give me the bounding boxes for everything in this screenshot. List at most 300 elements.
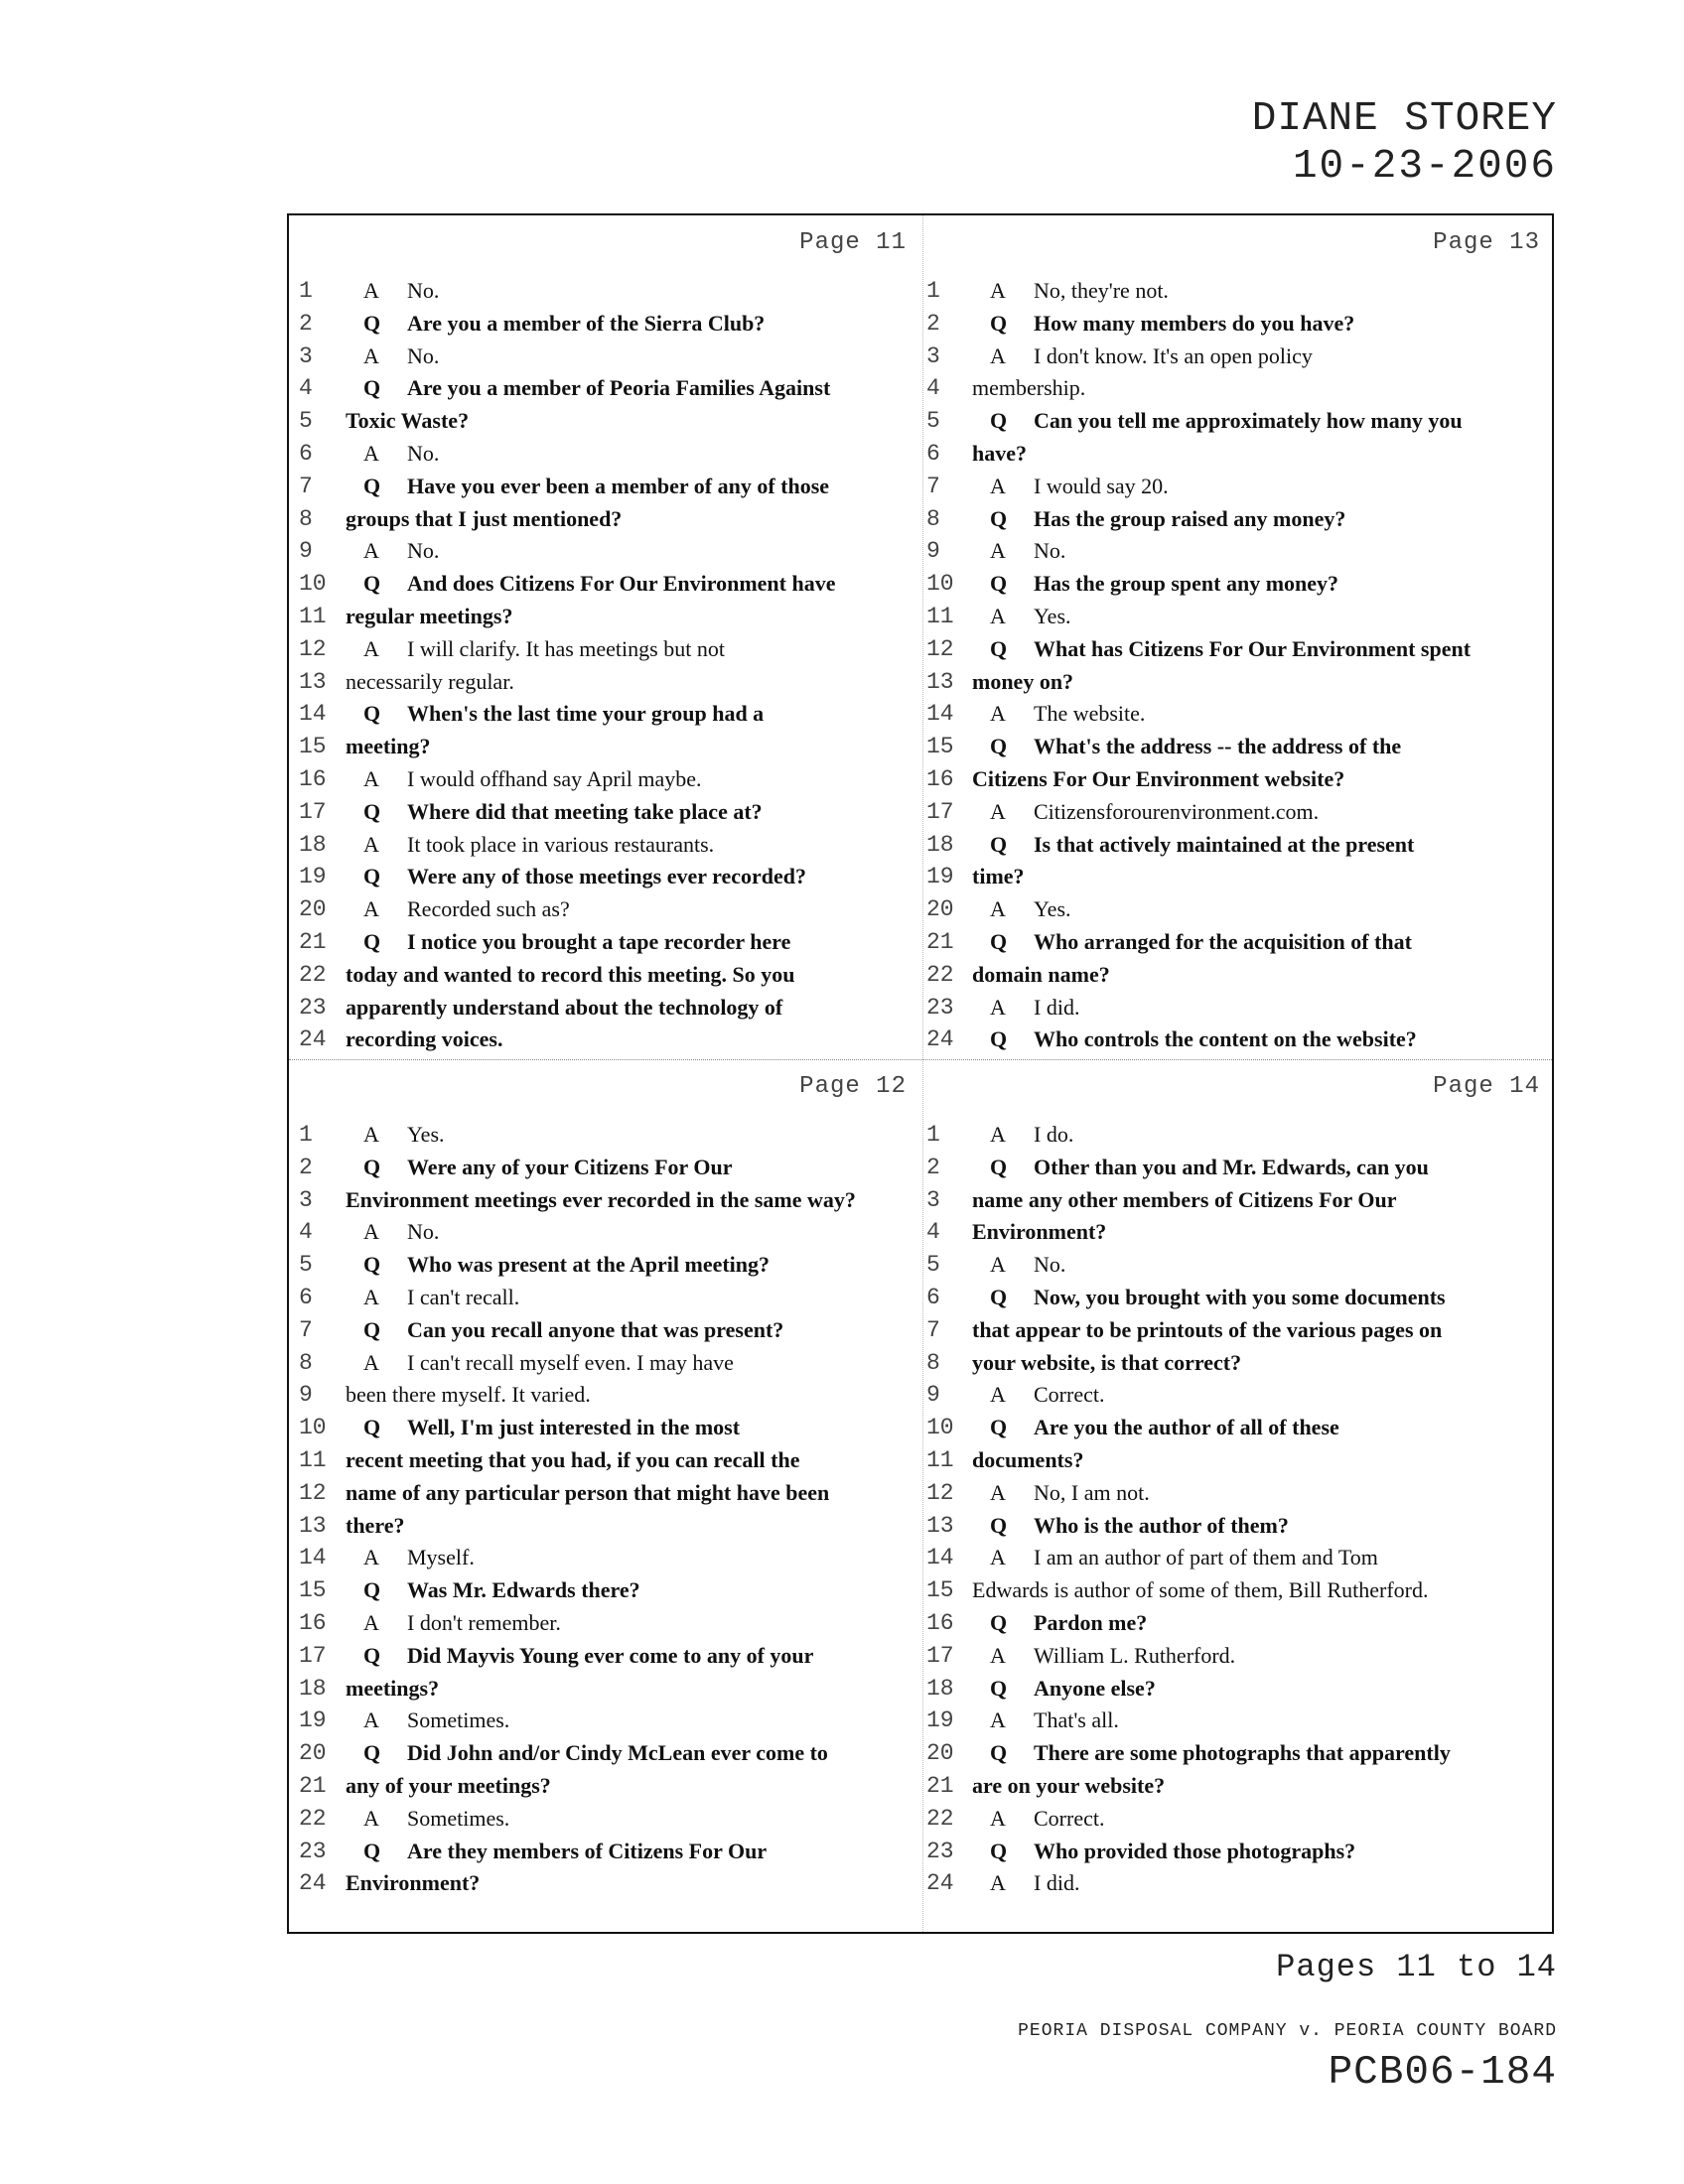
line-body: I would say 20. <box>1034 473 1169 498</box>
transcript-line <box>922 1640 1556 1673</box>
transcript-line <box>289 992 922 1024</box>
line-body: Have you ever been a member of any of those <box>407 473 830 498</box>
line-text <box>346 1640 813 1673</box>
line-body: groups that I just mentioned? <box>346 505 623 531</box>
line-body: Yes. <box>407 1122 445 1147</box>
line-text <box>972 1867 1079 1900</box>
line-number: 14 <box>926 1545 954 1571</box>
line-body: any of your meetings? <box>346 1772 551 1798</box>
line-body: Can you recall anyone that was present? <box>407 1316 784 1342</box>
line-body: Who is the author of them? <box>1034 1512 1289 1538</box>
transcript-line <box>289 763 922 796</box>
line-number: 2 <box>299 1154 313 1180</box>
line-body: Other than you and Mr. Edwards, can you <box>1034 1154 1429 1179</box>
line-text <box>346 731 431 763</box>
transcript-line <box>922 1770 1556 1803</box>
line-text <box>346 1444 799 1477</box>
line-body: There are some photographs that apparently <box>1034 1740 1451 1766</box>
line-number: 7 <box>299 473 313 499</box>
line-body: have? <box>972 440 1027 466</box>
transcript-line <box>922 893 1556 926</box>
speaker-marker: Q <box>363 1577 381 1603</box>
transcript-line <box>289 1412 922 1444</box>
speaker-marker: A <box>363 1707 379 1733</box>
line-text <box>972 1184 1397 1217</box>
line-number: 10 <box>926 571 954 598</box>
page-label: Page 11 <box>799 229 907 256</box>
line-number: 9 <box>299 538 313 565</box>
line-number: 7 <box>926 1316 940 1343</box>
transcript-footer <box>1018 1944 1557 2095</box>
speaker-marker: Q <box>363 375 381 401</box>
line-text <box>972 1574 1428 1607</box>
speaker-marker: Q <box>990 734 1008 759</box>
transcript-line <box>922 1412 1556 1444</box>
page-lines <box>922 275 1556 1056</box>
line-body: recent meeting that you had, if you can recall the <box>346 1446 800 1472</box>
line-text <box>346 601 512 633</box>
speaker-marker: Q <box>363 928 381 954</box>
line-body: regular meetings? <box>346 603 513 628</box>
speaker-marker: Q <box>990 635 1008 661</box>
line-text <box>346 535 439 568</box>
speaker-marker: A <box>363 896 379 922</box>
line-number: 16 <box>926 1609 954 1636</box>
line-number: 21 <box>926 1772 954 1799</box>
page-range: Pages 11 to 14 <box>1276 1949 1557 1985</box>
line-text <box>972 405 1463 438</box>
transcript-line <box>922 1444 1556 1477</box>
transcript-line <box>289 633 922 666</box>
line-body: No. <box>1034 538 1066 564</box>
transcript-line <box>289 1249 922 1282</box>
line-text <box>972 1412 1339 1444</box>
line-body: apparently understand about the technology of <box>346 994 783 1020</box>
speaker-marker: Q <box>990 928 1008 954</box>
line-number: 24 <box>299 1870 327 1897</box>
line-number: 4 <box>926 375 940 402</box>
line-text <box>346 405 469 438</box>
line-number: 24 <box>299 1026 327 1053</box>
line-number: 12 <box>926 1479 954 1506</box>
line-number: 16 <box>299 765 327 792</box>
transcript-line <box>289 1184 922 1217</box>
transcript-line <box>922 666 1556 699</box>
line-text <box>346 829 714 862</box>
speaker-marker: A <box>363 342 379 368</box>
line-text <box>346 1836 767 1868</box>
line-body: Now, you brought with you some documents <box>1034 1284 1446 1309</box>
speaker-marker: A <box>363 765 379 791</box>
line-body: Yes. <box>1034 896 1071 922</box>
deponent-name: DIANE STOREY <box>1251 96 1557 142</box>
speaker-marker: A <box>363 1349 379 1375</box>
line-number: 6 <box>299 440 313 467</box>
transcript-line <box>922 1574 1556 1607</box>
speaker-marker: A <box>990 701 1006 727</box>
line-number: 9 <box>926 538 940 565</box>
speaker-marker: A <box>990 1642 1006 1668</box>
speaker-marker: A <box>363 1284 379 1309</box>
transcript-line <box>922 633 1556 666</box>
speaker-marker: A <box>990 1382 1006 1408</box>
line-body: Who controls the content on the website? <box>1034 1026 1417 1052</box>
speaker-marker: A <box>990 896 1006 922</box>
line-number: 4 <box>299 375 313 402</box>
speaker-marker: Q <box>363 1154 381 1179</box>
speaker-marker: Q <box>990 1154 1008 1179</box>
line-body: today and wanted to record this meeting. So you <box>346 961 795 987</box>
transcript-line <box>922 1184 1556 1217</box>
transcript-line <box>289 601 922 633</box>
page-lines <box>922 1119 1556 1900</box>
deposition-date: 10-23-2006 <box>1292 144 1557 190</box>
speaker-marker: A <box>990 798 1006 824</box>
line-body: Who was present at the April meeting? <box>407 1252 771 1278</box>
line-body: I did. <box>1034 994 1080 1020</box>
transcript-line <box>289 829 922 862</box>
line-text <box>346 861 806 893</box>
line-text <box>346 568 835 601</box>
line-number: 19 <box>299 1707 327 1734</box>
line-text <box>972 666 1073 699</box>
speaker-marker: A <box>990 278 1006 303</box>
transcript-line <box>922 535 1556 568</box>
transcript-line <box>289 1574 922 1607</box>
transcript-line <box>922 471 1556 503</box>
transcript-line <box>289 1347 922 1380</box>
line-text <box>346 666 514 699</box>
transcript-line <box>289 1737 922 1770</box>
line-number: 5 <box>926 408 940 435</box>
transcript-header <box>1252 95 1557 191</box>
line-text <box>346 698 764 731</box>
line-text <box>346 633 725 666</box>
line-number: 13 <box>926 1512 954 1539</box>
line-number: 8 <box>926 505 940 532</box>
line-text <box>346 1249 770 1282</box>
line-number: 20 <box>299 1740 327 1767</box>
line-text <box>346 796 763 829</box>
line-number: 18 <box>926 831 954 858</box>
line-number: 1 <box>926 278 940 304</box>
speaker-marker: Q <box>990 1026 1008 1052</box>
speaker-marker: Q <box>990 1284 1008 1309</box>
line-number: 14 <box>299 701 327 728</box>
transcript-page <box>289 215 922 1059</box>
line-body: No. <box>1034 1252 1066 1278</box>
transcript-line <box>922 1705 1556 1737</box>
line-number: 1 <box>926 1122 940 1148</box>
speaker-marker: Q <box>990 1609 1008 1635</box>
line-text <box>972 1152 1429 1184</box>
line-number: 22 <box>299 961 327 988</box>
line-number: 17 <box>926 798 954 825</box>
line-text <box>346 992 782 1024</box>
line-number: 14 <box>299 1545 327 1571</box>
transcript-line <box>289 1379 922 1412</box>
line-number: 5 <box>299 1252 313 1279</box>
speaker-marker: Q <box>363 1316 381 1342</box>
line-body: time? <box>972 864 1025 889</box>
transcript-line <box>922 1737 1556 1770</box>
line-number: 20 <box>926 896 954 923</box>
transcript-line <box>922 1803 1556 1836</box>
line-number: 15 <box>299 1577 327 1604</box>
line-text <box>972 861 1025 893</box>
line-body: meeting? <box>346 734 431 759</box>
line-number: 9 <box>299 1382 313 1409</box>
speaker-marker: A <box>990 1707 1006 1733</box>
line-body: been there myself. It varied. <box>346 1382 591 1408</box>
transcript-line <box>289 1282 922 1314</box>
line-body: No. <box>407 278 440 303</box>
transcript-line <box>289 1705 922 1737</box>
line-number: 23 <box>926 994 954 1021</box>
line-text <box>346 1770 551 1803</box>
line-number: 19 <box>299 864 327 890</box>
speaker-marker: A <box>363 1122 379 1147</box>
line-text <box>972 893 1071 926</box>
speaker-marker: Q <box>990 1512 1008 1538</box>
line-number: 6 <box>926 440 940 467</box>
line-body: Correct. <box>1034 1805 1105 1831</box>
docket-number: PCB06-184 <box>1328 2050 1557 2096</box>
transcript-line <box>922 372 1556 405</box>
line-text <box>972 308 1354 341</box>
line-text <box>972 503 1345 536</box>
transcript-line <box>289 471 922 503</box>
transcript-line <box>922 731 1556 763</box>
page-lines <box>289 275 922 1056</box>
transcript-page <box>922 1059 1556 1903</box>
line-text <box>972 1705 1119 1737</box>
line-body: are on your website? <box>972 1772 1166 1798</box>
line-number: 11 <box>926 603 954 629</box>
line-body: No. <box>407 538 440 564</box>
transcript-line <box>289 1803 922 1836</box>
line-text <box>972 829 1414 862</box>
transcript-line <box>289 535 922 568</box>
line-number: 13 <box>926 668 954 695</box>
line-body: Environment meetings ever recorded in the same way? <box>346 1186 856 1212</box>
line-number: 22 <box>926 1805 954 1832</box>
transcript-line <box>289 1542 922 1574</box>
line-text <box>972 341 1313 373</box>
line-body: Sometimes. <box>407 1805 510 1831</box>
line-text <box>972 1249 1065 1282</box>
transcript-line <box>289 372 922 405</box>
line-text <box>346 1574 640 1607</box>
transcript-line <box>289 1024 922 1056</box>
transcript-line <box>922 959 1556 992</box>
line-body: Pardon me? <box>1034 1609 1148 1635</box>
transcript-page <box>289 1059 922 1903</box>
transcript-line <box>289 1836 922 1868</box>
transcript-line <box>922 763 1556 796</box>
line-text <box>972 568 1338 601</box>
line-text <box>972 698 1145 731</box>
line-body: Are you a member of the Sierra Club? <box>407 310 766 336</box>
line-text <box>346 1607 561 1640</box>
line-number: 23 <box>299 1838 327 1864</box>
transcript-line <box>922 861 1556 893</box>
speaker-marker: A <box>363 1545 379 1570</box>
speaker-marker: A <box>990 342 1006 368</box>
line-body: The website. <box>1034 701 1146 727</box>
line-text <box>972 1770 1165 1803</box>
transcript-line <box>289 1607 922 1640</box>
line-text <box>346 1119 445 1152</box>
line-body: Who provided those photographs? <box>1034 1838 1356 1863</box>
speaker-marker: Q <box>990 571 1008 597</box>
transcript-line <box>289 1673 922 1706</box>
page-label: Page 12 <box>799 1073 907 1100</box>
line-number: 23 <box>926 1838 954 1864</box>
speaker-marker: Q <box>363 1642 381 1668</box>
speaker-marker: A <box>990 1870 1006 1896</box>
line-text <box>346 1477 829 1510</box>
line-body: Did John and/or Cindy McLean ever come to <box>407 1740 828 1766</box>
speaker-marker: A <box>363 1219 379 1245</box>
transcript-line <box>922 698 1556 731</box>
line-body: Was Mr. Edwards there? <box>407 1577 640 1603</box>
line-number: 2 <box>299 310 313 337</box>
line-body: Are you the author of all of these <box>1034 1415 1339 1440</box>
line-body: I did. <box>1034 1870 1080 1896</box>
line-body: Has the group raised any money? <box>1034 505 1346 531</box>
line-text <box>972 1510 1289 1543</box>
line-number: 10 <box>926 1415 954 1441</box>
line-number: 24 <box>926 1870 954 1897</box>
line-body: No. <box>407 342 440 368</box>
line-number: 19 <box>926 864 954 890</box>
line-body: I do. <box>1034 1122 1074 1147</box>
line-body: Citizens For Our Environment website? <box>972 765 1345 791</box>
speaker-marker: Q <box>990 1675 1008 1701</box>
line-body: Is that actively maintained at the present <box>1034 831 1415 857</box>
line-body: meetings? <box>346 1675 440 1701</box>
speaker-marker: A <box>990 1805 1006 1831</box>
line-number: 2 <box>926 1154 940 1180</box>
line-number: 21 <box>926 928 954 955</box>
speaker-marker: A <box>990 538 1006 564</box>
transcript-line <box>289 405 922 438</box>
speaker-marker: A <box>363 831 379 857</box>
line-number: 22 <box>299 1805 327 1832</box>
line-number: 16 <box>299 1609 327 1636</box>
line-text <box>972 1024 1417 1056</box>
line-text <box>346 926 790 959</box>
line-number: 11 <box>299 603 327 629</box>
line-text <box>972 1673 1156 1706</box>
line-number: 4 <box>926 1219 940 1246</box>
transcript-line <box>289 308 922 341</box>
line-text <box>346 275 439 308</box>
line-number: 20 <box>926 1740 954 1767</box>
transcript-line <box>289 893 922 926</box>
line-text <box>972 601 1071 633</box>
speaker-marker: Q <box>363 473 381 498</box>
line-body: No, they're not. <box>1034 278 1169 303</box>
line-number: 17 <box>299 798 327 825</box>
speaker-marker: A <box>363 278 379 303</box>
transcript-line <box>922 1542 1556 1574</box>
transcript-line <box>922 601 1556 633</box>
line-text <box>972 731 1401 763</box>
speaker-marker: A <box>363 440 379 466</box>
line-body: I notice you brought a tape recorder here <box>407 928 791 954</box>
line-body: domain name? <box>972 961 1110 987</box>
line-number: 14 <box>926 701 954 728</box>
line-body: there? <box>346 1512 405 1538</box>
page-label: Page 14 <box>1433 1073 1540 1100</box>
speaker-marker: A <box>990 1122 1006 1147</box>
transcript-line <box>922 1836 1556 1868</box>
transcript-line <box>922 1379 1556 1412</box>
line-text <box>972 1477 1150 1510</box>
line-body: How many members do you have? <box>1034 310 1355 336</box>
line-text <box>972 1542 1378 1574</box>
line-text <box>346 1867 480 1900</box>
speaker-marker: Q <box>363 310 381 336</box>
line-text <box>972 1640 1235 1673</box>
line-text <box>346 372 830 405</box>
line-number: 15 <box>926 734 954 760</box>
line-body: Where did that meeting take place at? <box>407 798 763 824</box>
line-body: money on? <box>972 668 1074 694</box>
line-number: 5 <box>926 1252 940 1279</box>
line-text <box>346 1282 519 1314</box>
transcript-line <box>289 861 922 893</box>
line-text <box>346 1379 591 1412</box>
line-number: 12 <box>926 635 954 662</box>
transcript-line <box>289 1444 922 1477</box>
line-number: 8 <box>926 1349 940 1376</box>
line-number: 15 <box>299 734 327 760</box>
speaker-marker: Q <box>990 505 1008 531</box>
page-lines <box>289 1119 922 1900</box>
line-number: 1 <box>299 1122 313 1148</box>
line-number: 5 <box>299 408 313 435</box>
transcript-line <box>922 275 1556 308</box>
speaker-marker: Q <box>990 1838 1008 1863</box>
transcript-line <box>289 1770 922 1803</box>
transcript-line <box>289 796 922 829</box>
speaker-marker: Q <box>363 571 381 597</box>
line-body: your website, is that correct? <box>972 1349 1242 1375</box>
speaker-marker: A <box>363 1609 379 1635</box>
line-body: Environment? <box>972 1219 1107 1245</box>
speaker-marker: A <box>990 1545 1006 1570</box>
line-body: When's the last time your group had a <box>407 701 765 727</box>
line-number: 24 <box>926 1026 954 1053</box>
transcript-line <box>922 341 1556 373</box>
speaker-marker: Q <box>363 1252 381 1278</box>
line-text <box>346 1510 404 1543</box>
line-body: Myself. <box>407 1545 475 1570</box>
transcript-line <box>289 1640 922 1673</box>
line-body: Were any of your Citizens For Our <box>407 1154 733 1179</box>
line-number: 8 <box>299 1349 313 1376</box>
line-text <box>972 796 1319 829</box>
transcript-page <box>922 215 1556 1059</box>
transcript-line <box>289 1152 922 1184</box>
line-number: 18 <box>299 831 327 858</box>
line-number: 23 <box>299 994 327 1021</box>
speaker-marker: Q <box>363 1415 381 1440</box>
case-caption: PEORIA DISPOSAL COMPANY v. PEORIA COUNTY BOARD <box>1018 2021 1557 2041</box>
